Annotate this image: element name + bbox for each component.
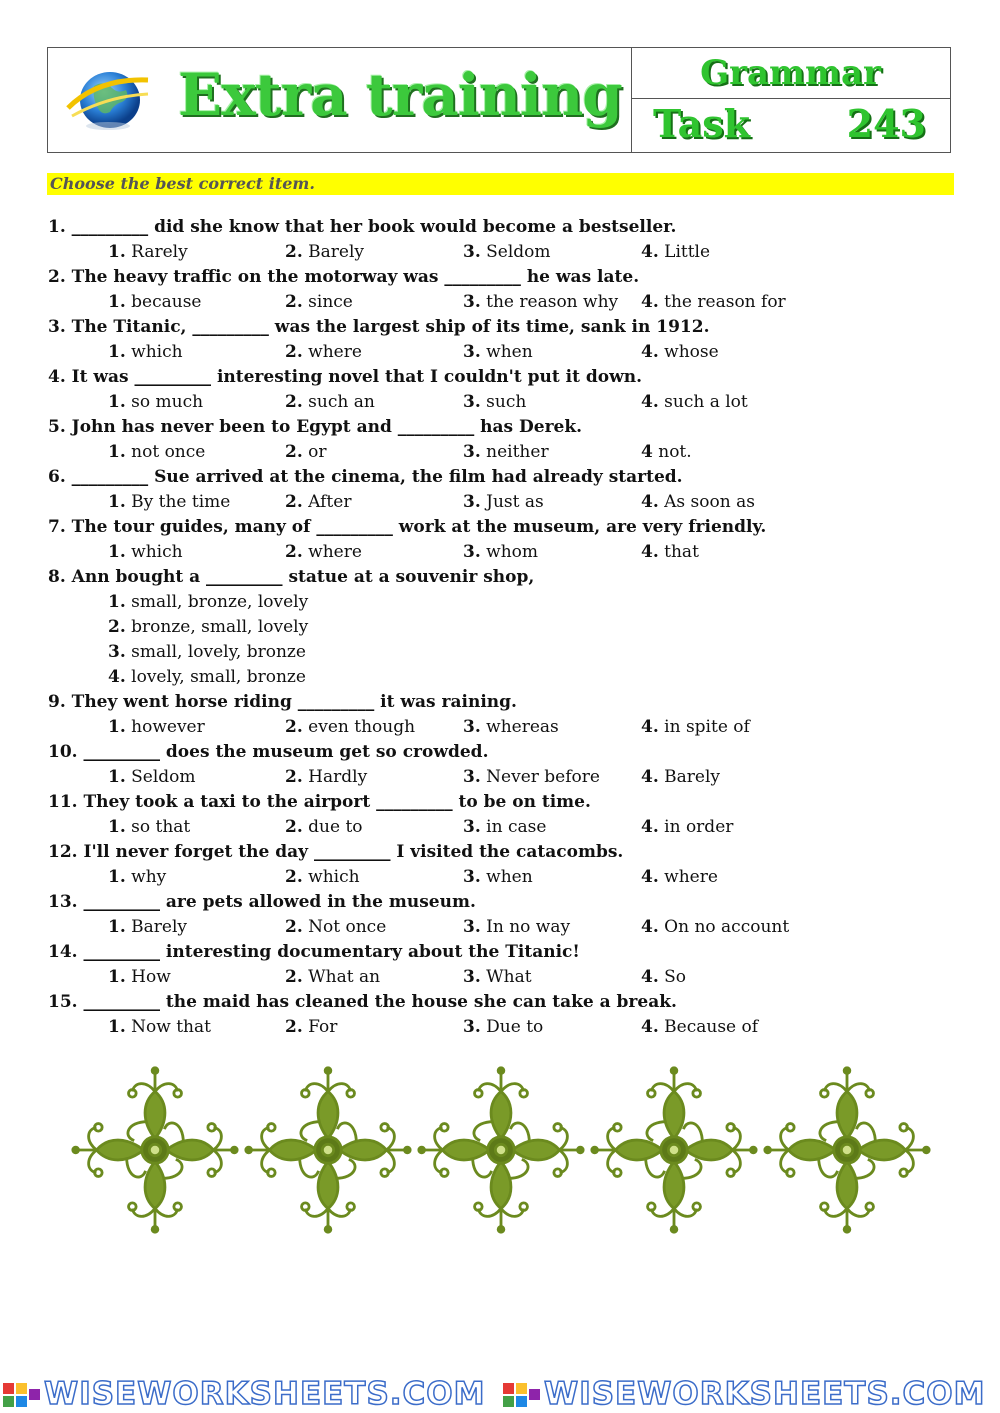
option-2[interactable]: 2. bronze, small, lovely: [108, 617, 309, 637]
wiseworksheets-logo-icon: [502, 1382, 542, 1408]
option-3[interactable]: 3. whereas: [463, 717, 559, 737]
option-3[interactable]: 3. when: [463, 342, 533, 362]
option-4[interactable]: 4. that: [641, 542, 699, 562]
option-4[interactable]: 4. where: [641, 867, 718, 887]
option-2[interactable]: 2. After: [285, 492, 352, 512]
option-3[interactable]: 3. Just as: [463, 492, 544, 512]
option-4[interactable]: 4. in order: [641, 817, 734, 837]
option-2[interactable]: 2. Not once: [285, 917, 387, 937]
option-4[interactable]: 4. whose: [641, 342, 719, 362]
question-text: 2. The heavy traffic on the motorway was _________ he was late.: [48, 267, 640, 287]
question-text: 12. I'll never forget the day _________ I visited the catacombs.: [48, 842, 624, 862]
option-3[interactable]: 3. when: [463, 867, 533, 887]
option-3[interactable]: 3. the reason why: [463, 292, 619, 312]
option-row: [48, 815, 948, 840]
option-3[interactable]: 3. Due to: [463, 1017, 544, 1037]
question-text: 11. They took a taxi to the airport _________ to be on time.: [48, 792, 591, 812]
option-3[interactable]: 3. in case: [463, 817, 547, 837]
question-text: 15. _________ the maid has cleaned the house she can take a break.: [48, 992, 677, 1012]
option-4[interactable]: 4. Little: [641, 242, 711, 262]
option-2[interactable]: 2. Hardly: [285, 767, 368, 787]
floral-ornament-icon: [416, 1060, 586, 1240]
question-text: 9. They went horse riding _________ it was raining.: [48, 692, 517, 712]
task-label: Task: [653, 101, 750, 146]
option-3[interactable]: 3. Seldom: [463, 242, 551, 262]
floral-ornament-icon: [70, 1060, 240, 1240]
option-2[interactable]: 2. where: [285, 542, 362, 562]
option-row: [48, 440, 948, 465]
option-3[interactable]: 3. In no way: [463, 917, 571, 937]
option-3[interactable]: 3. What: [463, 967, 532, 987]
question-text: 1. _________ did she know that her book would become a bestseller.: [48, 217, 677, 237]
wiseworksheets-logo-icon: [2, 1382, 42, 1408]
option-row: [48, 490, 948, 515]
task-number: 243: [846, 101, 926, 146]
option-3[interactable]: 3. whom: [463, 542, 539, 562]
option-2[interactable]: 2. Barely: [285, 242, 365, 262]
task-cell: [631, 99, 950, 152]
option-row: [48, 540, 948, 565]
option-row: [48, 865, 948, 890]
option-1[interactable]: 1. so that: [108, 817, 191, 837]
question-text: 8. Ann bought a _________ statue at a souvenir shop,: [48, 567, 535, 587]
subject-label: Grammar: [700, 53, 881, 93]
option-1[interactable]: 1. which: [108, 342, 183, 362]
option-2[interactable]: 2. due to: [285, 817, 363, 837]
question-text: 4. It was _________ interesting novel that I couldn't put it down.: [48, 367, 643, 387]
floral-ornament-icon: [243, 1060, 413, 1240]
option-1[interactable]: 1. however: [108, 717, 205, 737]
option-1[interactable]: 1. Seldom: [108, 767, 196, 787]
option-1[interactable]: 1. Barely: [108, 917, 188, 937]
option-1[interactable]: 1. so much: [108, 392, 204, 412]
option-1[interactable]: 1. Rarely: [108, 242, 188, 262]
option-4[interactable]: 4. Because of: [641, 1017, 759, 1037]
option-2[interactable]: 2. What an: [285, 967, 381, 987]
option-2[interactable]: 2. since: [285, 292, 353, 312]
option-row: [48, 240, 948, 265]
option-row: [48, 340, 948, 365]
brand-text: WISEWORKSHEETS.COM: [44, 1376, 486, 1412]
logo-cell: [48, 48, 632, 152]
option-1[interactable]: 1. because: [108, 292, 202, 312]
option-4[interactable]: 4. Barely: [641, 767, 721, 787]
option-3[interactable]: 3. such: [463, 392, 527, 412]
option-row: [48, 965, 948, 990]
ornament-row: [60, 1060, 940, 1240]
globe-icon: [64, 64, 152, 134]
option-4[interactable]: 4. On no account: [641, 917, 790, 937]
option-row: [48, 715, 948, 740]
option-2[interactable]: 2. which: [285, 867, 360, 887]
option-1[interactable]: 1. How: [108, 967, 171, 987]
subject-cell: [631, 48, 950, 99]
option-row: [48, 1015, 948, 1040]
option-3[interactable]: 3. small, lovely, bronze: [108, 642, 306, 662]
option-4[interactable]: 4. As soon as: [641, 492, 755, 512]
floral-ornament-icon: [589, 1060, 759, 1240]
question-list: [48, 215, 948, 1040]
option-row: [48, 290, 948, 315]
option-3[interactable]: 3. neither: [463, 442, 549, 462]
brand-text: WISEWORKSHEETS.COM: [544, 1376, 986, 1412]
option-2[interactable]: 2. such an: [285, 392, 375, 412]
footer-watermark: [0, 1376, 1000, 1413]
question-text: 5. John has never been to Egypt and _________ has Derek.: [48, 417, 583, 437]
option-row: [48, 390, 948, 415]
option-1[interactable]: 1. which: [108, 542, 183, 562]
option-1[interactable]: 1. not once: [108, 442, 206, 462]
option-row: [48, 765, 948, 790]
option-4[interactable]: 4. So: [641, 967, 687, 987]
question-text: 13. _________ are pets allowed in the museum.: [48, 892, 476, 912]
option-4[interactable]: 4. lovely, small, bronze: [108, 667, 306, 687]
floral-ornament-icon: [762, 1060, 932, 1240]
option-3[interactable]: 3. Never before: [463, 767, 600, 787]
option-2[interactable]: 2. even though: [285, 717, 416, 737]
option-2[interactable]: 2. where: [285, 342, 362, 362]
brand-watermark[interactable]: [502, 1376, 998, 1413]
page-title: Extra training: [178, 61, 622, 129]
option-4[interactable]: 4. the reason for: [641, 292, 786, 312]
option-1[interactable]: 1. small, bronze, lovely: [108, 592, 309, 612]
option-2[interactable]: 2. For: [285, 1017, 338, 1037]
option-4[interactable]: 4. in spite of: [641, 717, 750, 737]
option-1[interactable]: 1. By the time: [108, 492, 231, 512]
option-row: [48, 915, 948, 940]
option-1[interactable]: 1. why: [108, 867, 167, 887]
question-text: 14. _________ interesting documentary about the Titanic!: [48, 942, 580, 962]
instruction-banner: Choose the best correct item.: [47, 173, 954, 195]
option-2[interactable]: 2. or: [285, 442, 327, 462]
option-4[interactable]: 4. such a lot: [641, 392, 748, 412]
brand-watermark[interactable]: [2, 1376, 498, 1413]
option-4[interactable]: 4 not.: [641, 442, 692, 462]
question-text: 3. The Titanic, _________ was the largest ship of its time, sank in 1912.: [48, 317, 710, 337]
question-text: 10. _________ does the museum get so crowded.: [48, 742, 489, 762]
question-text: 7. The tour guides, many of _________ work at the museum, are very friendly.: [48, 517, 767, 537]
option-1[interactable]: 1. Now that: [108, 1017, 211, 1037]
header-box: [47, 47, 951, 153]
question-text: 6. _________ Sue arrived at the cinema, the film had already started.: [48, 467, 683, 487]
